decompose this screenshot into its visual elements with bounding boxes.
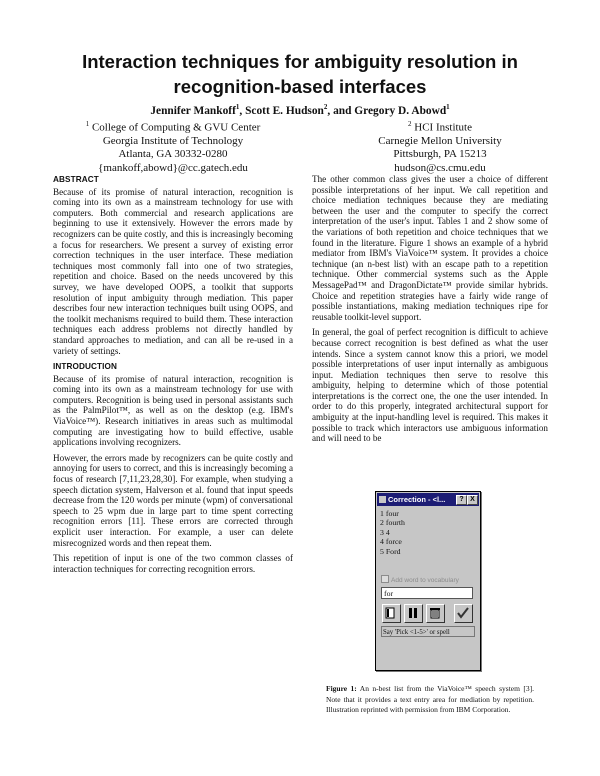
abstract-text: Because of its promise of natural interaction, recognition is coming into its own as a mainstream technology for use with computers. Both commercial and research applications are beginning to use it extensively. However the errors made by recognizers can be quite costly, and this is increasingly becoming a focus for researchers. We present a survey of existing error correction techniques in the user interface. These mediation techniques most commonly fall into one of two strategies, repetition and choice. Based on the needs uncovered by this survey, we have developed OOPS, a toolkit that supports resolution of input ambiguity through mediation. This paper describes four new interaction techniques built using OOPS, and the toolkit mechanisms required to build them. These interaction techniques each address problems not directly handled by standard approaches to mediation, and can all be re-used in a variety of settings. — [53, 186, 293, 356]
window-app-icon — [379, 496, 386, 503]
abstract-heading: ABSTRACT — [53, 175, 99, 184]
list-item[interactable]: 3 4 — [380, 527, 390, 537]
play-button[interactable] — [382, 604, 401, 623]
email: hudson@cs.cmu.edu — [394, 161, 486, 174]
correction-window — [375, 491, 481, 671]
list-item[interactable]: 2 fourth — [380, 518, 405, 528]
figure-caption — [326, 684, 534, 716]
right-paragraph-2: In general, the goal of perfect recognition is difficult to achieve because correct recognition is best defined as what the user intends. Since a system cannot know this a priori, we model possible interpretations of user input internally as ambiguous input. Mediation techniques then serve to resolve this ambiguity, helping to determine which of those potential interpretations is the correct one, the one the user intended. In order to do this properly, integrated architectural support for ambiguity at the input-handling level is required. This makes it possible to track which interactors use ambiguous information and will need to be — [312, 327, 548, 444]
window-titlebar[interactable] — [377, 493, 479, 506]
pause-icon — [407, 607, 419, 619]
affiliation-sup: 1 — [85, 120, 90, 128]
left-column — [53, 175, 293, 574]
author-list — [40, 103, 560, 117]
list-item[interactable]: 1 four — [380, 509, 399, 518]
affiliation-line: Atlanta, GA 30332-0280 — [118, 148, 228, 161]
author-sup: 2 — [323, 103, 328, 111]
author-name: Jennifer Mankoff — [150, 104, 236, 117]
introduction-heading: INTRODUCTION — [53, 362, 117, 372]
affiliation-text: HCI Institute — [414, 121, 472, 134]
affiliation-right — [340, 118, 540, 175]
affiliation-line: Pittsburgh, PA 15213 — [393, 148, 487, 161]
close-button[interactable]: X — [467, 495, 478, 505]
email: {mankoff,abowd}@cc.gatech.edu — [98, 161, 248, 174]
affiliation-sup: 2 — [408, 120, 412, 128]
author-sup: 1 — [446, 103, 450, 111]
right-column — [312, 174, 548, 444]
affiliation-text: College of Computing & GVU Center — [91, 121, 261, 134]
author-name: Scott E. Hudson — [245, 104, 324, 117]
checkbox-box[interactable] — [381, 575, 389, 583]
author-sup: 1 — [235, 103, 240, 111]
voice-hint: Say 'Pick <1-5>' or spell — [381, 626, 475, 637]
caption-label: Figure 1: — [326, 684, 357, 693]
author-separator: , — [239, 104, 246, 117]
author-name: Gregory D. Abowd — [354, 104, 447, 117]
help-button[interactable]: ? — [456, 495, 467, 505]
affiliation-line: Georgia Institute of Technology — [102, 135, 244, 148]
affiliation-line — [340, 118, 540, 135]
spell-entry-field[interactable]: for — [381, 587, 473, 599]
delete-icon — [429, 607, 441, 619]
choice-list — [380, 509, 405, 556]
list-item[interactable]: 5 Ford — [380, 546, 401, 556]
vocabulary-checkbox[interactable] — [381, 575, 459, 584]
intro-paragraph-3: This repetition of input is one of the two common classes of interaction techniques for correcting recognition errors. — [53, 553, 293, 574]
list-item[interactable]: 4 force — [380, 537, 402, 547]
affiliation-line: Carnegie Mellon University — [378, 135, 502, 148]
checkbox-label: Add word to vocabulary — [391, 577, 459, 584]
play-icon — [385, 607, 397, 619]
window-title: Correction - <l... — [388, 495, 446, 504]
pause-button[interactable] — [404, 604, 423, 623]
check-icon — [457, 607, 469, 619]
intro-paragraph-1: Because of its promise of natural interaction, recognition is coming into its own as a mainstream technology for use with computers. Recognition is being used in personal assistants such as the PalmPilot™, as well as on the desktop (e.g. IBM's ViaVoice™). Research initiatives in areas such as multimodal computing are investigating how to build effective, usable applications involving recognizers. — [53, 373, 293, 448]
delete-button[interactable] — [426, 604, 445, 623]
accept-button[interactable] — [454, 604, 473, 623]
right-paragraph-1: The other common class gives the user a choice of different possible interpretations of her input. We call repetition and choice mediation techniques because they are mediating between the user and the computer to specify the correct interpretation of the user's input. Tables 1 and 2 show some of the variations of both repetition and choice techniques that we found in the literature. Figure 1 shows an example of a hybrid mediator from IBM's ViaVoice™ system. It provides a choice technique (an n-best list) with an escape path to a repetition technique. Other commercial systems such as the Apple MessagePad™ and DragonDictate™ provide similar hybrids. Choice and repetition strategies have a fairly wide range of possible instantiations, making mediation techniques ripe for reusable toolkit-level support. — [312, 174, 548, 322]
affiliation-line — [68, 118, 278, 135]
caption-text: An n-best list from the ViaVoice™ speech system [3]. Note that it provides a text entry area for mediation by repetition. Illustration reprinted with permission from IBM Corporation. — [326, 684, 534, 715]
title-line-2: recognition-based interfaces — [173, 76, 427, 97]
intro-paragraph-2: However, the errors made by recognizers can be quite costly and annoying for users to correct, and this is increasingly becoming a focus of research [7,11,23,28,30]. For example, when studying a speech dictation system, Halverson et al. found that input speeds decrease from the 120 words per minute (wpm) of conversational speech to 25 wpm due in large part to time spent correcting recognition errors [11]. These errors are corrected through explicit user interaction. For example, a user can delete misrecognized words and then repeat them. — [53, 452, 293, 548]
paper-title — [40, 49, 560, 99]
title-line-1: Interaction techniques for ambiguity resolution in — [82, 51, 518, 72]
affiliation-left — [68, 118, 278, 175]
author-separator: , and — [327, 104, 355, 117]
